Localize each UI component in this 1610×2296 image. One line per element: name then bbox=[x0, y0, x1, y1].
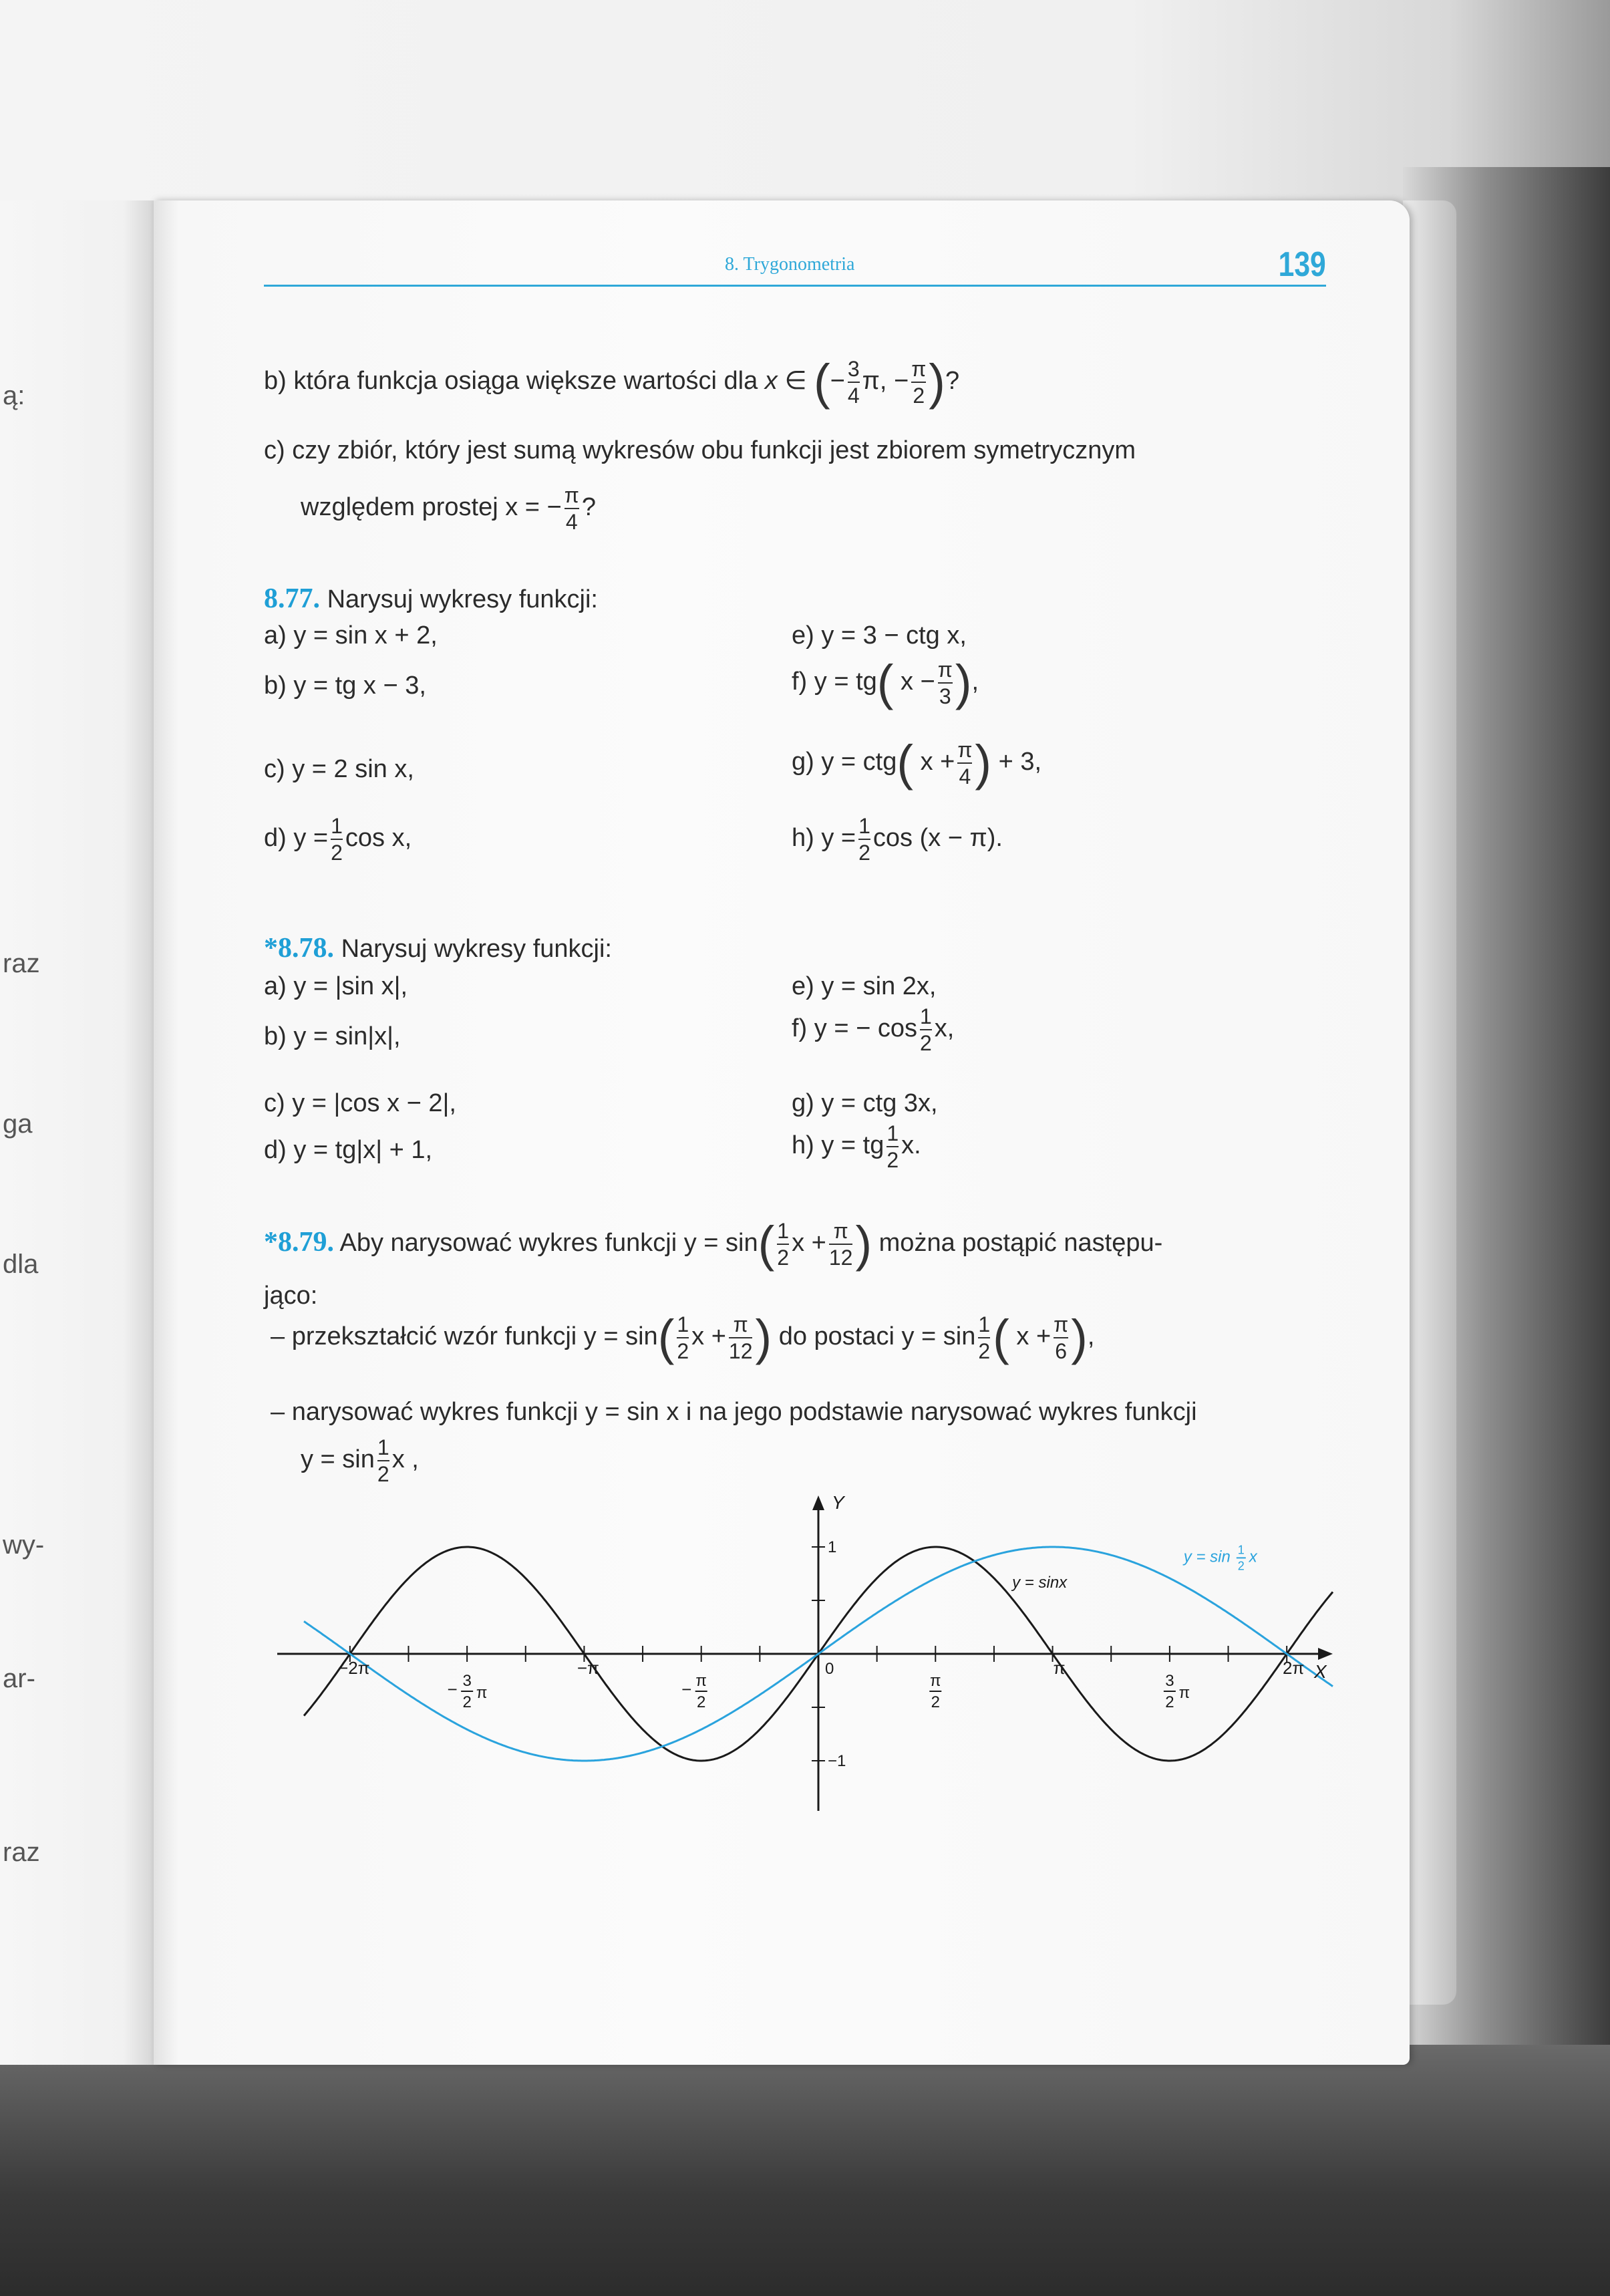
y-tick-label-minus1: −1 bbox=[828, 1752, 846, 1770]
ex877-a: a) y = sin x + 2, bbox=[264, 621, 438, 650]
prev-page-fragment: dla bbox=[3, 1250, 39, 1279]
x-tick-label bbox=[929, 1672, 941, 1711]
x-tick-label-pi: π bbox=[1178, 1684, 1190, 1702]
x-tick-label-sign: − bbox=[447, 1679, 458, 1699]
x-tick-label bbox=[681, 1672, 707, 1711]
y-tick-label-1: 1 bbox=[828, 1538, 837, 1556]
exercise-8-79-line4: – narysować wykres funkcji y = sin x i na jego podstawie narysować wykres funkcji bbox=[271, 1398, 1197, 1426]
x-tick-label bbox=[577, 1658, 599, 1678]
x-tick-label bbox=[1054, 1658, 1066, 1678]
x-axis-label: X bbox=[1314, 1661, 1327, 1682]
legend-label-post: x bbox=[1249, 1548, 1257, 1566]
scan-background-top bbox=[0, 0, 1610, 221]
x-tick-label-num: 3 bbox=[1165, 1672, 1174, 1690]
y-axis-arrow bbox=[812, 1495, 824, 1510]
prev-page-fragment: raz bbox=[3, 949, 40, 978]
sine-graph bbox=[264, 1490, 1346, 1824]
x-tick-label-den: 2 bbox=[462, 1693, 472, 1711]
x-tick-label bbox=[1283, 1658, 1304, 1678]
exercise-8-79-line1: *8.79. Aby narysować wykres funkcji y = sin( $\frac{1}{2}$ x + $\frac{\pi}{12}$ ) można postąpić następu- bbox=[264, 1216, 1163, 1272]
prev-page-fragment: ga bbox=[3, 1109, 33, 1139]
x-tick-label-text: 2π bbox=[1282, 1658, 1305, 1678]
page-header bbox=[264, 247, 1326, 286]
x-tick-label bbox=[448, 1672, 488, 1711]
prev-page-fragment: raz bbox=[3, 1838, 40, 1867]
ex878-c: c) y = |cos x − 2|, bbox=[264, 1089, 456, 1117]
x-tick-label-sign: − bbox=[681, 1679, 692, 1699]
ex877-c: c) y = 2 sin x, bbox=[264, 755, 414, 783]
ex877-e: e) y = 3 − ctg x, bbox=[792, 621, 967, 650]
x-tick-label-den: 2 bbox=[697, 1693, 706, 1711]
exercise-8-77-heading: 8.77. Narysuj wykresy funkcji: bbox=[264, 583, 598, 614]
chapter-title: 8. Trygonometria bbox=[725, 254, 855, 275]
exercise-8-78-heading: *8.78. Narysuj wykresy funkcji: bbox=[264, 933, 612, 964]
exercise-8-79-line3: – przekształcić wzór funkcji y = sin( $\frac{1}{2}$ x + $\frac{\pi}{12}$ ) do postaci y = sin $\frac{1}{2}$ ( x + $\frac{\pi}{6}$ ), bbox=[271, 1310, 1095, 1365]
x-tick-label-num: π bbox=[695, 1672, 707, 1690]
question-b: b) która funkcja osiąga większe wartości dla x ∈ (− $\frac{3}{4}$ π, − $\frac{\pi}{2}$ )? bbox=[264, 354, 960, 410]
x-tick-label-text: −2π bbox=[338, 1658, 370, 1678]
ex878-f: f) y = − cos $\frac{1}{2}$ x, bbox=[792, 1004, 955, 1055]
x-tick-label-text: π bbox=[1053, 1658, 1066, 1678]
legend-label-sinx: y = sinx bbox=[1012, 1573, 1068, 1592]
ex878-g: g) y = ctg 3x, bbox=[792, 1089, 938, 1117]
ex878-d: d) y = tg|x| + 1, bbox=[264, 1136, 433, 1164]
ex877-f: f) y = tg( x − $\frac{\pi}{3}$ ), bbox=[792, 655, 979, 710]
x-tick-label-num: 3 bbox=[462, 1672, 472, 1690]
page-number: 139 bbox=[1278, 245, 1326, 284]
ex877-h: h) y = $\frac{1}{2}$ cos (x − π). bbox=[792, 814, 1003, 865]
x-tick-label-text: −π bbox=[577, 1658, 599, 1678]
exercise-8-79-line2: jąco: bbox=[264, 1282, 318, 1310]
ex878-h: h) y = tg $\frac{1}{2}$ x. bbox=[792, 1121, 921, 1172]
x-tick-label-den: 2 bbox=[1165, 1693, 1174, 1711]
prev-page-fragment: ar- bbox=[3, 1664, 35, 1693]
ex877-d: d) y = $\frac{1}{2}$ cos x, bbox=[264, 814, 412, 865]
prev-page-fragment: ą: bbox=[3, 381, 25, 410]
header-rule bbox=[264, 285, 1326, 287]
ex878-b: b) y = sin|x|, bbox=[264, 1022, 401, 1050]
ex877-g: g) y = ctg( x + $\frac{\pi}{4}$ ) + 3, bbox=[792, 735, 1042, 791]
x-tick-label-num: π bbox=[930, 1672, 941, 1690]
y-axis-label: Y bbox=[832, 1492, 844, 1513]
ex878-e: e) y = sin 2x, bbox=[792, 972, 937, 1000]
prev-page-fragment: wy- bbox=[3, 1530, 45, 1560]
ex878-a: a) y = |sin x|, bbox=[264, 972, 408, 1000]
x-tick-label-den: 2 bbox=[931, 1693, 940, 1711]
x-tick-label-pi: π bbox=[476, 1684, 488, 1702]
exercise-8-79-line5: y = sin $\frac{1}{2}$ x , bbox=[301, 1435, 419, 1486]
legend-label-num: 1 bbox=[1237, 1543, 1245, 1557]
ex877-b: b) y = tg x − 3, bbox=[264, 672, 426, 700]
question-c-line1: c) czy zbiór, który jest sumą wykresów obu funkcji jest zbiorem symetrycznym bbox=[264, 436, 1136, 464]
origin-label: 0 bbox=[825, 1660, 834, 1678]
legend-label-den: 2 bbox=[1237, 1559, 1245, 1573]
x-axis-arrow bbox=[1318, 1648, 1333, 1660]
previous-page bbox=[0, 200, 154, 2065]
x-tick-label bbox=[1164, 1672, 1190, 1711]
page-edge bbox=[1403, 200, 1456, 2005]
x-tick-label bbox=[338, 1658, 370, 1678]
scan-background-bottom bbox=[0, 2045, 1610, 2296]
legend-label-main: y = sin bbox=[1183, 1548, 1231, 1566]
legend-label-sin-half-x bbox=[1182, 1543, 1258, 1572]
question-c-line2: względem prostej x = − $\frac{\pi}{4}$ ? bbox=[301, 483, 596, 534]
